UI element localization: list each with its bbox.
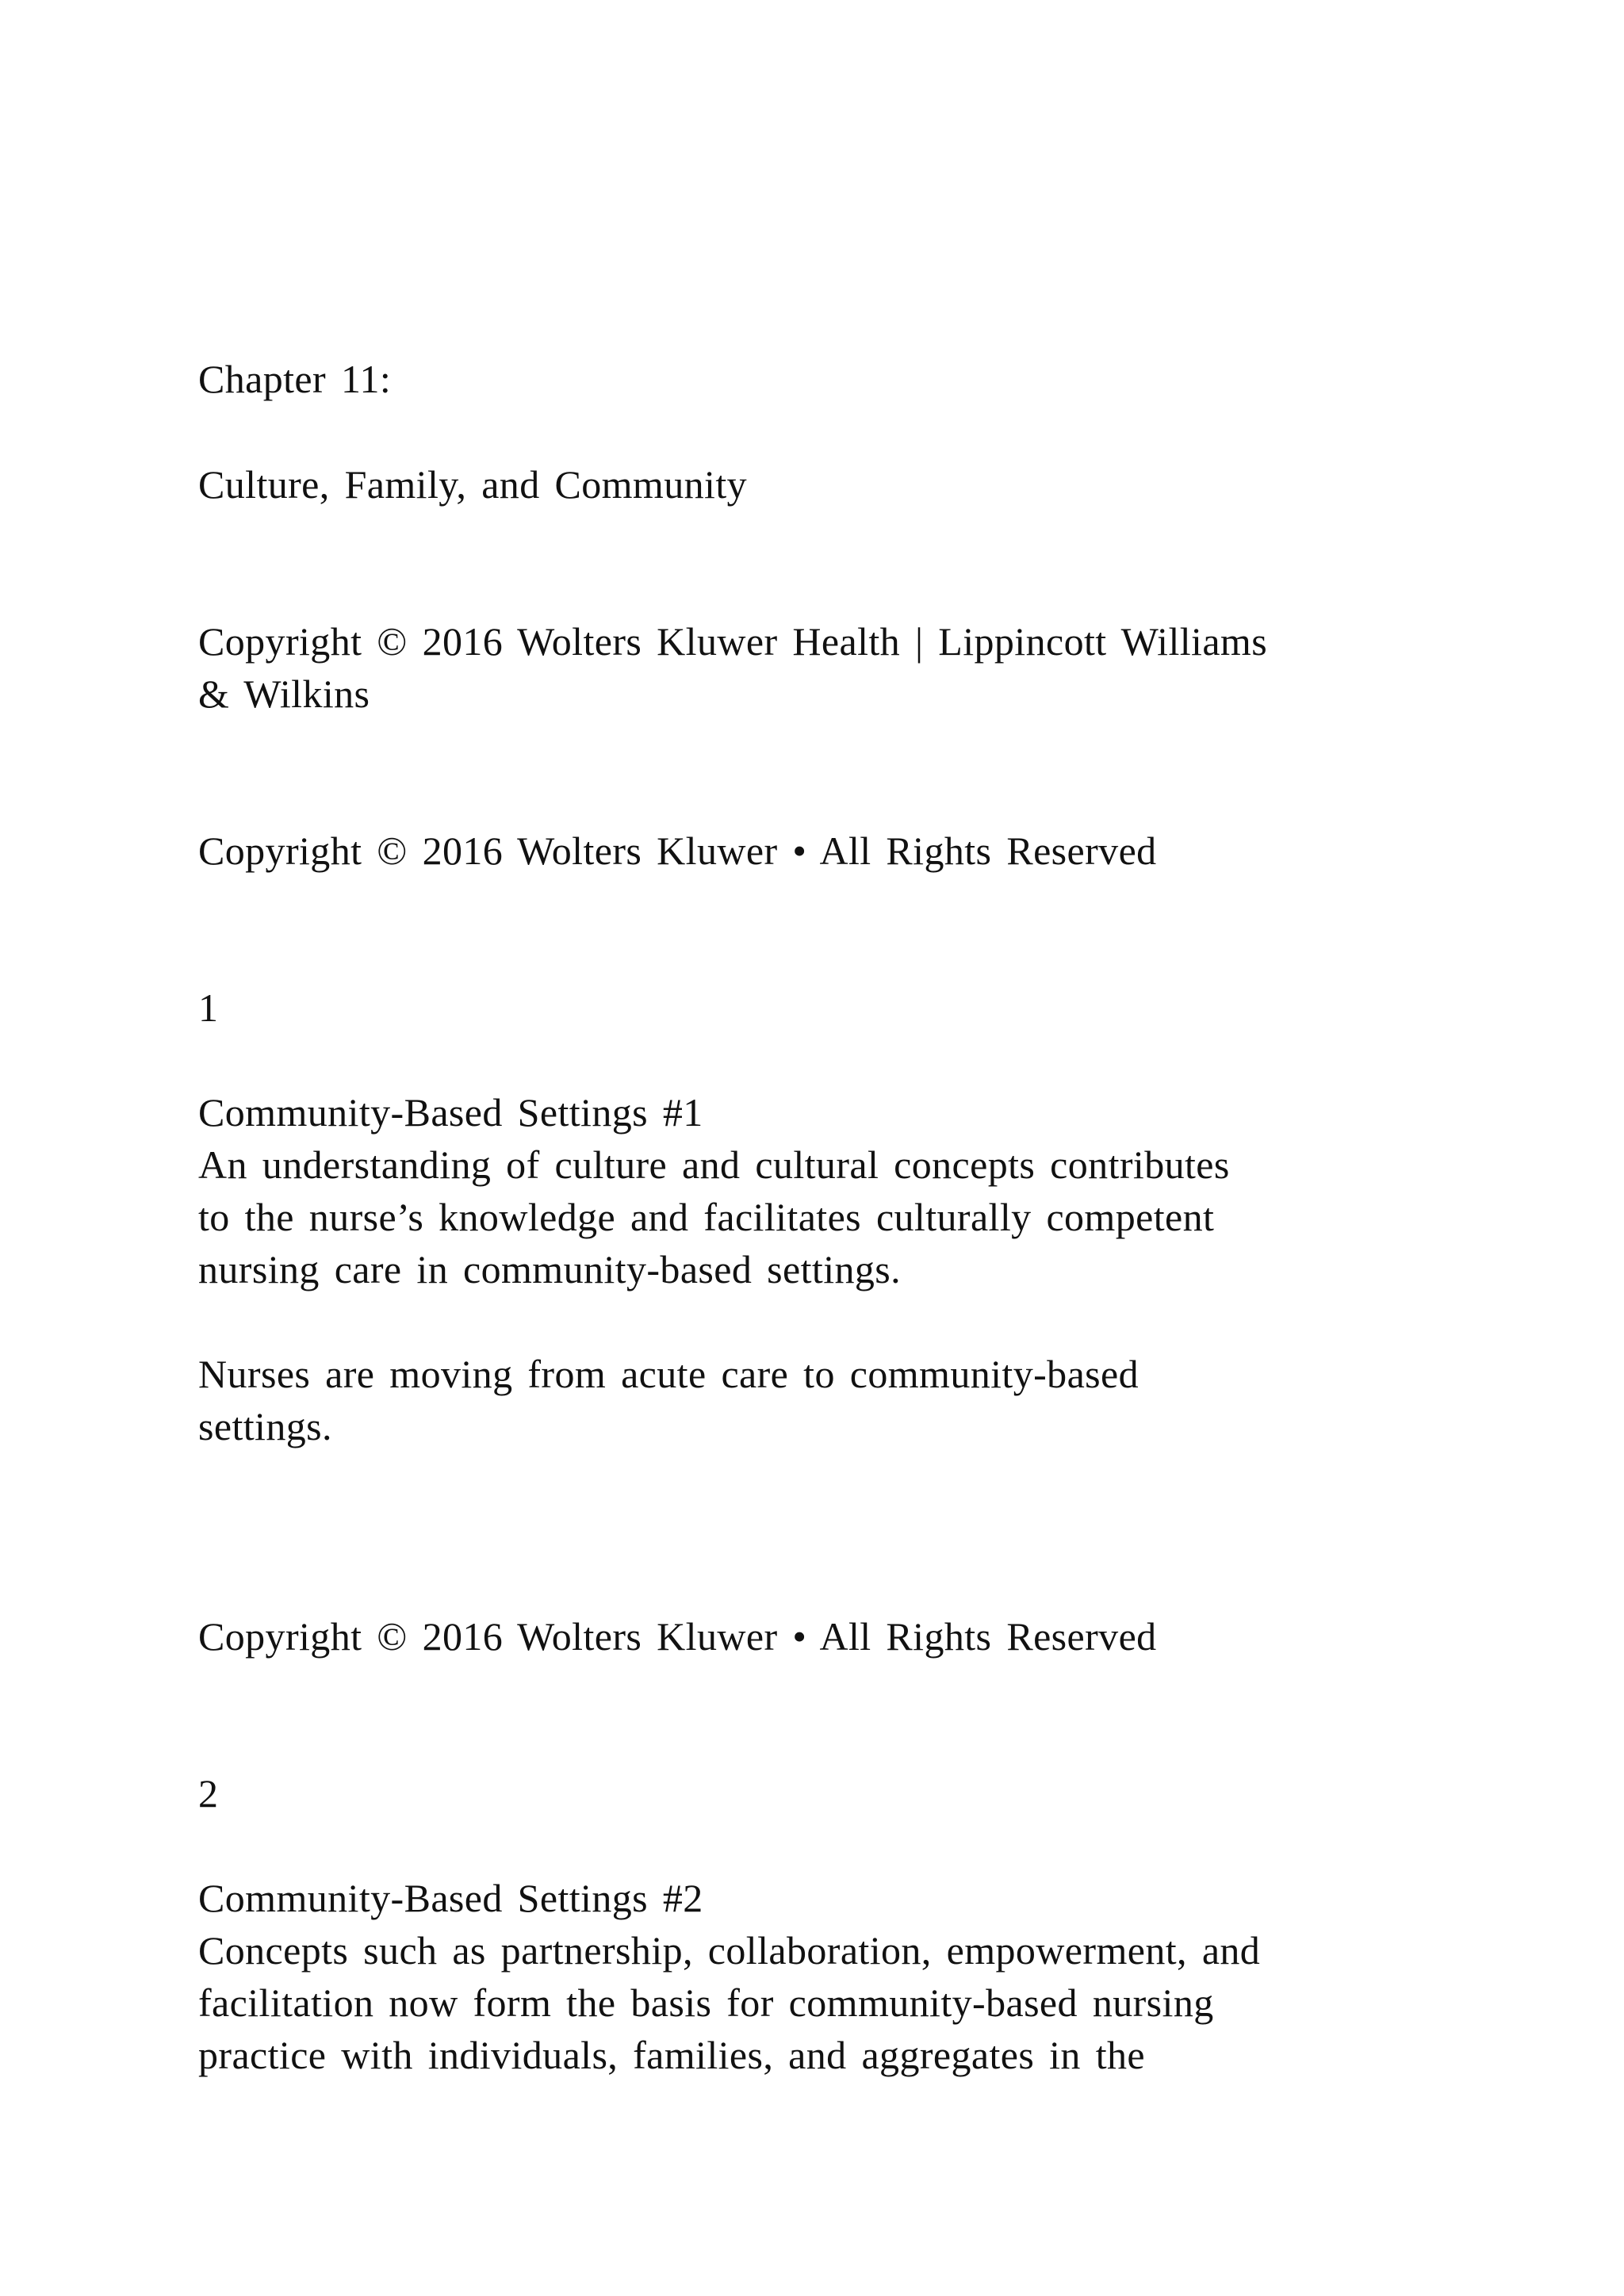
slide-2-paragraph-1-line-3: practice with individuals, families, and aggregates in the: [198, 2033, 1146, 2077]
copyright-line-1: Copyright © 2016 Wolters Kluwer Health | Lippincott Williams: [198, 619, 1268, 664]
copyright-footer-2: Copyright © 2016 Wolters Kluwer • All Rights Reserved: [198, 1614, 1157, 1659]
slide-2-heading: Community-Based Settings #2: [198, 1876, 703, 1920]
slide-number-2: 2: [198, 1771, 219, 1816]
slide-number-1: 1: [198, 985, 219, 1030]
slide-1-paragraph-2-line-1: Nurses are moving from acute care to community-based: [198, 1352, 1139, 1396]
slide-1-paragraph-1-line-2: to the nurse’s knowledge and facilitates culturally competent: [198, 1195, 1215, 1239]
slide-2-paragraph-1-line-1: Concepts such as partnership, collaboration, empowerment, and: [198, 1928, 1261, 1973]
chapter-title: Culture, Family, and Community: [198, 462, 748, 507]
copyright-footer-1: Copyright © 2016 Wolters Kluwer • All Rights Reserved: [198, 828, 1157, 873]
slide-1-paragraph-2-line-2: settings.: [198, 1404, 332, 1448]
slide-2-paragraph-1-line-2: facilitation now form the basis for community-based nursing: [198, 1980, 1214, 2025]
slide-1-paragraph-1-line-3: nursing care in community-based settings.: [198, 1247, 902, 1292]
slide-1-heading: Community-Based Settings #1: [198, 1090, 703, 1135]
chapter-label: Chapter 11:: [198, 357, 392, 401]
slide-1-paragraph-1-line-1: An understanding of culture and cultural concepts contributes: [198, 1142, 1230, 1187]
copyright-line-2: & Wilkins: [198, 672, 370, 716]
